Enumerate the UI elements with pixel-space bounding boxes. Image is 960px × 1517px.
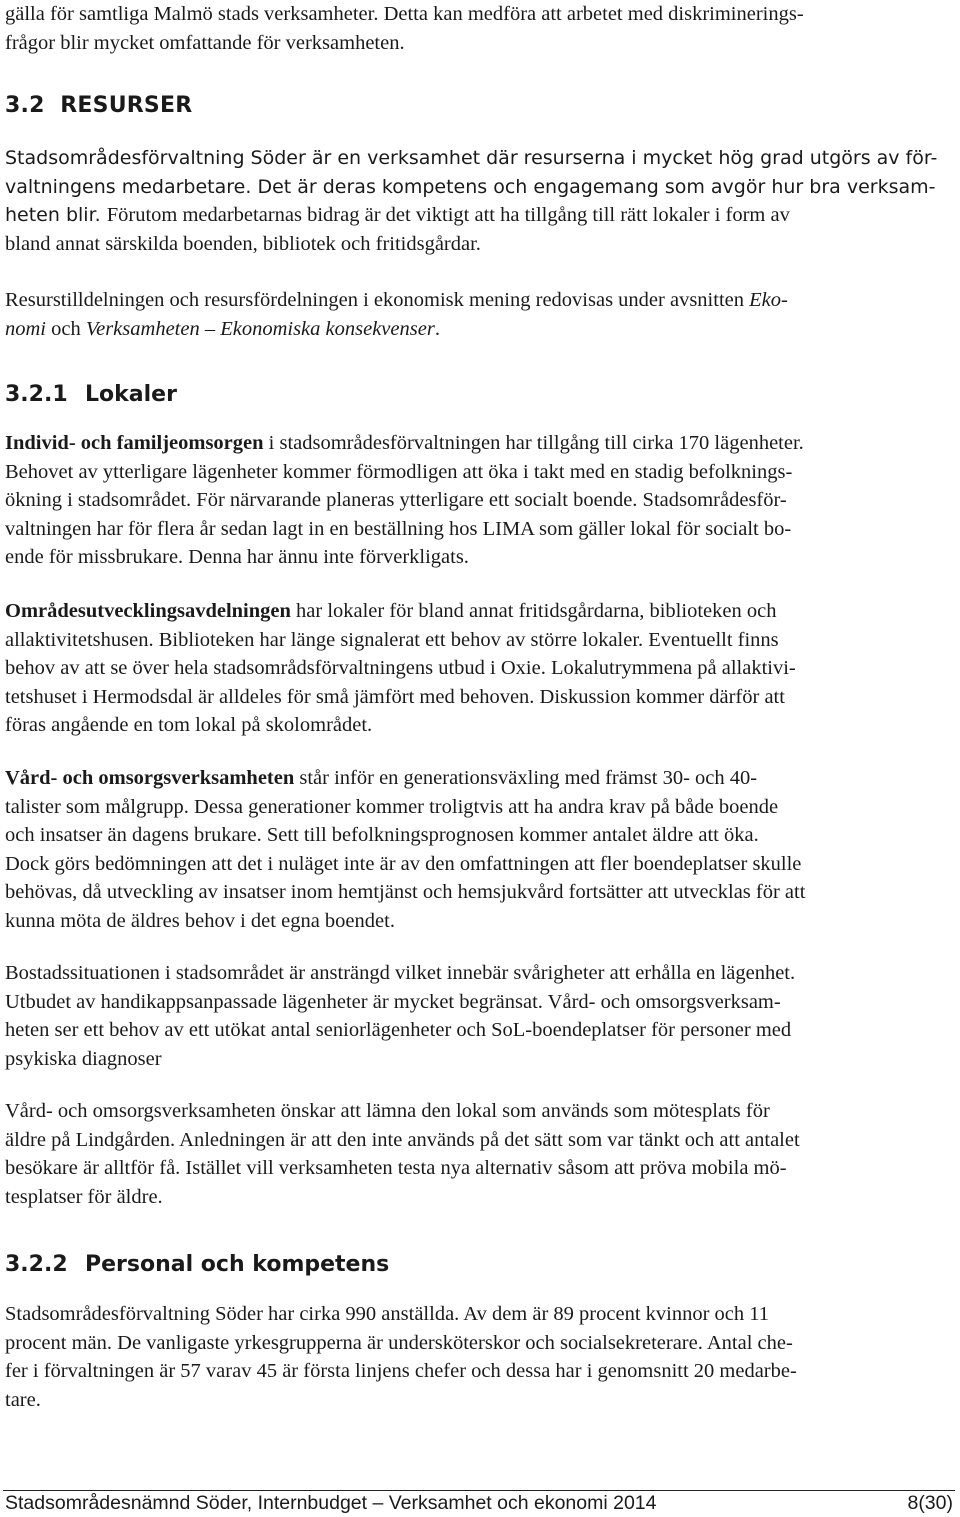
intro-line-1: gälla för samtliga Malmö stads verksamheter. Detta kan medföra att arbetet med diskriminerings- xyxy=(5,3,804,25)
lokaler-p3-line-3: och insatser än dagens brukare. Sett till befolkningsprognosen kommer antalet äldre att öka. xyxy=(5,824,759,847)
lokaler-p2-line-1 xyxy=(5,597,957,626)
resurser-line-2a: valtningens medarbetare. xyxy=(5,175,258,198)
lokaler-p4-line-2: Utbudet av handikappsanpassade lägenheter är mycket begränsat. Vård- och omsorgsverksam- xyxy=(5,990,781,1013)
personal-paragraph-1 xyxy=(5,1300,957,1414)
lokaler-p3-line-4: Dock görs bedömningen att det i nuläget inte är av den omfattningen att fler boendeplatser skulle xyxy=(5,852,802,875)
resurser-line-4: bland annat särskilda boenden, bibliotek och fritidsgårdar. xyxy=(5,232,481,255)
lokaler-p3-line-2: talister som målgrupp. Dessa generationer kommer troligtvis att ha andra krav på både boende xyxy=(5,795,779,818)
lokaler-p1-line-4: valtningen har för flera år sedan lagt in en beställning hos LIMA som gäller lokal för socialt bo- xyxy=(5,517,792,540)
section-heading-3-2-1 xyxy=(5,382,177,407)
bold-lead: Områdesutvecklingsavdelningen xyxy=(5,600,291,622)
footer-title: Stadsområdesnämnd Söder, Internbudget – Verksamhet och ekonomi 2014 xyxy=(5,1492,657,1514)
footer-divider xyxy=(3,1490,955,1491)
section-heading-3-2-2 xyxy=(5,1252,389,1277)
resurser-p2-line-1a: Resurstilldelningen och resursfördelningen i ekonomisk mening redovisas under avsnitten xyxy=(5,289,750,311)
personal-line-3: fer i förvaltningen är 57 varav 45 är första linjens chefer och dessa har i genomsnitt 20 medarbe- xyxy=(5,1360,797,1383)
section-number: 3.2 xyxy=(5,93,45,118)
section-number: 3.2.1 xyxy=(5,382,68,407)
lokaler-p3-line-6: kunna möta de äldres behov i det egna boendet. xyxy=(5,909,395,932)
lokaler-p4-line-3: heten ser ett behov av ett utökat antal seniorlägenheter och SoL-boendeplatser för personer med xyxy=(5,1019,792,1042)
bold-lead: Vård- och omsorgsverksamheten xyxy=(5,767,295,789)
lead-rest: står inför en generationsväxling med främst 30- och 40- xyxy=(294,767,758,789)
personal-line-4: tare. xyxy=(5,1388,41,1411)
lokaler-p2-line-4: tetshuset i Hermodsdal är alldeles för små jämfört med behoven. Diskussion kommer därför att xyxy=(5,685,785,708)
lokaler-p1-line-5: ende för missbrukare. Denna har ännu inte förverkligats. xyxy=(5,546,469,569)
resurser-p2-line-2 xyxy=(5,315,957,344)
lokaler-p2-line-2: allaktivitetshusen. Biblioteken har länge signalerat ett behov av större lokaler. Eventuellt finns xyxy=(5,628,779,651)
section-title: RESURSER xyxy=(60,93,193,118)
link-ekonomi: Eko- xyxy=(749,289,788,311)
intro-line-2: frågor blir mycket omfattande för verksamheten. xyxy=(5,31,405,54)
resurser-line-3b: Förutom medarbetarnas bidrag är det viktigt att ha tillgång till rätt lokaler i form av xyxy=(106,204,790,227)
intro-paragraph xyxy=(5,0,957,57)
personal-line-1: Stadsområdesförvaltning Söder har cirka 990 anställda. Av dem är 89 procent kvinnor och 11 xyxy=(5,1303,769,1325)
resurser-paragraph-1 xyxy=(5,144,957,258)
lokaler-p1-line-1 xyxy=(5,429,957,458)
lokaler-p2-line-5: föras angående en tom lokal på skolområdet. xyxy=(5,714,373,737)
section-number: 3.2.2 xyxy=(5,1252,68,1277)
resurser-line-3a: heten blir. xyxy=(5,204,107,227)
period: . xyxy=(434,317,440,340)
lokaler-p3-line-1 xyxy=(5,764,957,793)
ref-ekonomi-cont: nomi xyxy=(5,317,46,340)
lokaler-p5-line-4: tesplatser för äldre. xyxy=(5,1185,163,1208)
resurser-line-2b: Det är deras kompetens och engagemang som avgör hur bra verksam- xyxy=(257,175,936,198)
lokaler-p4-line-4: psykiska diagnoser xyxy=(5,1047,162,1070)
lokaler-p1-line-2: Behovet av ytterligare lägenheter kommer förmodligen att öka i takt med en stadig befolknings- xyxy=(5,460,793,483)
lokaler-p5-line-2: äldre på Lindgården. Anledningen är att den inte används på det sätt som var tänkt och att antalet xyxy=(5,1128,800,1151)
lead-rest: i stadsområdesförvaltningen har tillgång till cirka 170 lägenheter. xyxy=(263,432,804,454)
lokaler-p5-line-3: besökare är alltför få. Istället vill verksamheten testa nya alternativ såsom att pröva mobila mö- xyxy=(5,1157,787,1180)
conj-och: och xyxy=(46,317,86,340)
lokaler-paragraph-1 xyxy=(5,429,957,572)
resurser-p2-line-1 xyxy=(5,286,957,315)
lokaler-p5-line-1: Vård- och omsorgsverksamheten önskar att lämna den lokal som används som mötesplats för xyxy=(5,1100,770,1122)
bold-lead: Individ- och familjeomsorgen xyxy=(5,432,264,454)
resurser-line-2 xyxy=(5,173,957,202)
lokaler-p1-line-3: ökning i stadsområdet. För närvarande planeras ytterligare ett socialt boende. Stadsområdesför- xyxy=(5,489,787,512)
lokaler-p3-line-5: behövas, då utveckling av insatser inom hemtjänst och hemsjukvård fortsätter att utvecklas för att xyxy=(5,881,806,904)
page-footer xyxy=(5,1492,953,1515)
section-heading-3-2 xyxy=(5,93,192,118)
lokaler-paragraph-4 xyxy=(5,959,957,1073)
lokaler-paragraph-2 xyxy=(5,597,957,740)
lokaler-p2-line-3: behov av att se över hela stadsområdsförvaltningens utbud i Oxie. Lokalutrymmena på allaktivi- xyxy=(5,657,796,680)
lokaler-paragraph-3 xyxy=(5,764,957,936)
resurser-line-1: Stadsområdesförvaltning Söder är en verksamhet där resurserna i mycket hög grad utgörs av för- xyxy=(5,147,938,169)
page-number: 8(30) xyxy=(907,1492,953,1514)
lokaler-paragraph-5 xyxy=(5,1097,957,1211)
lokaler-p4-line-1: Bostadssituationen i stadsområdet är ansträngd vilket innebär svårigheter att erhålla en lägenhet. xyxy=(5,962,796,984)
section-title: Personal och kompetens xyxy=(85,1252,390,1277)
resurser-paragraph-2 xyxy=(5,286,957,343)
section-title: Lokaler xyxy=(85,382,177,407)
ref-verksamheten: Verksamheten – Ekonomiska konsekvenser xyxy=(85,317,435,340)
lead-rest: har lokaler för bland annat fritidsgårdarna, biblioteken och xyxy=(290,600,777,622)
resurser-line-3 xyxy=(5,201,957,230)
personal-line-2: procent män. De vanligaste yrkesgrupperna är undersköterskor och socialsekreterare. Antal che- xyxy=(5,1331,793,1354)
